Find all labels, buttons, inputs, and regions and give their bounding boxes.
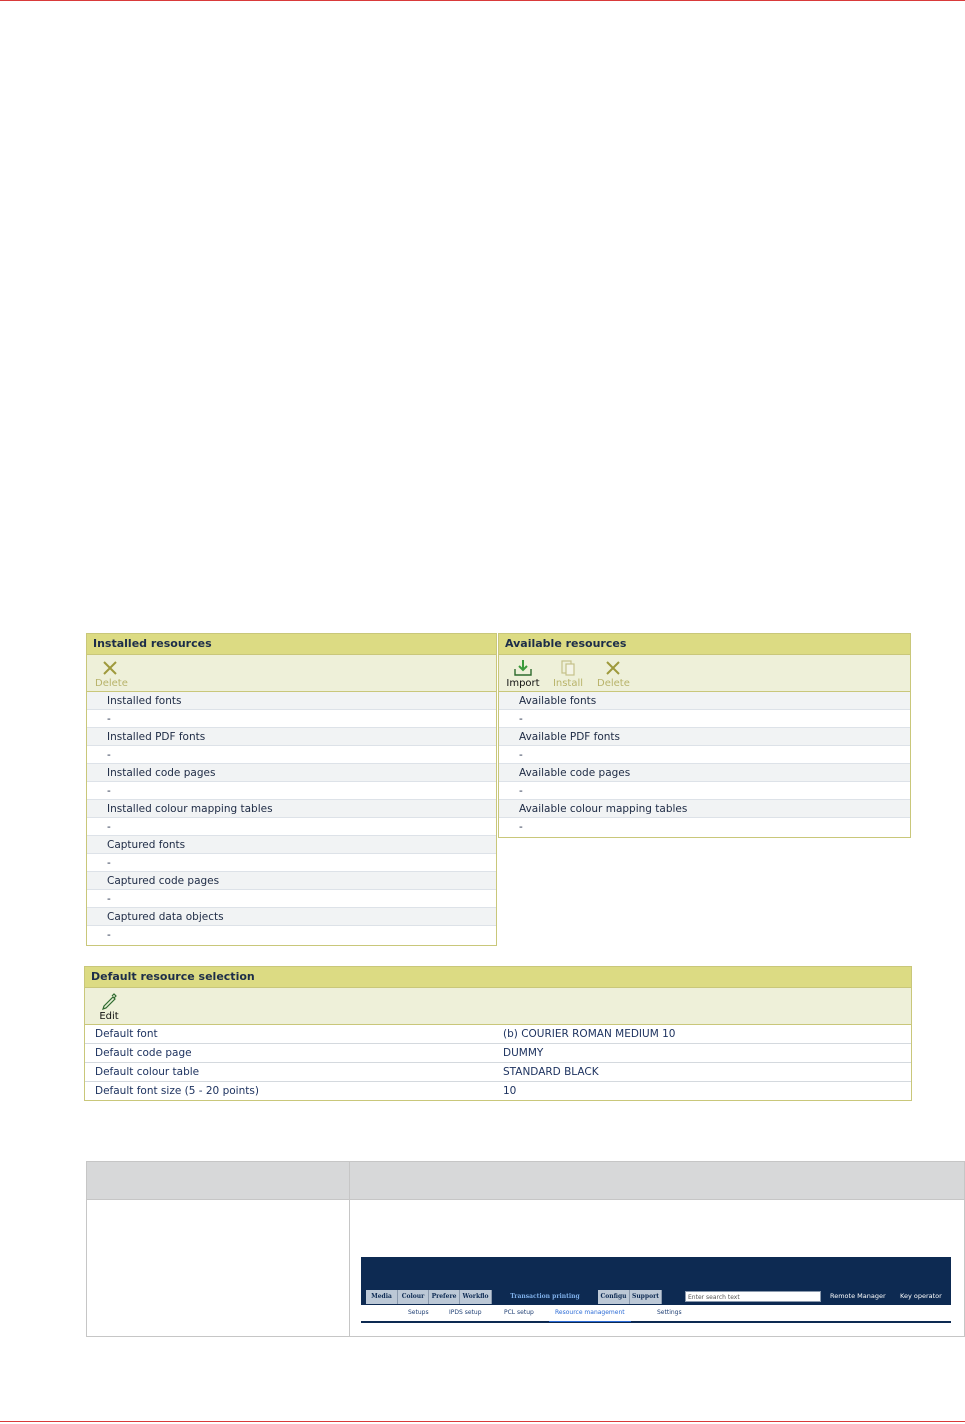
import-button[interactable] — [505, 659, 541, 689]
remote-manager-link[interactable]: Remote Manager — [830, 1292, 886, 1300]
list-item[interactable]: Installed code pages — [87, 764, 496, 782]
list-item[interactable]: - — [87, 890, 496, 908]
list-item[interactable]: Available PDF fonts — [499, 728, 910, 746]
installed-list — [87, 692, 496, 944]
list-item[interactable]: - — [499, 710, 910, 728]
top-rule — [0, 0, 965, 1]
table-row[interactable] — [85, 1082, 911, 1101]
tab-workflow[interactable]: Workflo — [460, 1290, 492, 1304]
delete-label: Delete — [95, 678, 128, 689]
install-icon — [559, 659, 577, 677]
default-colour-table-label: Default colour table — [95, 1066, 200, 1078]
default-resource-title: Default resource selection — [85, 967, 911, 988]
available-toolbar — [499, 655, 910, 692]
default-resource-panel — [84, 966, 912, 1101]
available-list — [499, 692, 910, 836]
bottom-rule — [0, 1421, 965, 1422]
list-item[interactable]: - — [87, 818, 496, 836]
installed-resources-panel — [86, 633, 497, 946]
key-operator-link[interactable]: Key operator — [900, 1292, 942, 1300]
table-row[interactable] — [85, 1063, 911, 1082]
delete-label: Delete — [597, 678, 630, 689]
list-item[interactable]: - — [87, 746, 496, 764]
subtab-ipds-setup[interactable]: IPDS setup — [449, 1309, 482, 1316]
list-item[interactable]: Captured fonts — [87, 836, 496, 854]
edit-pencil-icon — [100, 992, 118, 1010]
subtab-settings[interactable]: Settings — [657, 1309, 682, 1316]
list-item[interactable]: - — [499, 746, 910, 764]
tab-media[interactable]: Media — [366, 1290, 398, 1304]
list-item[interactable]: Available fonts — [499, 692, 910, 710]
edit-button[interactable] — [95, 992, 123, 1022]
subtab-resource-management[interactable]: Resource management — [549, 1308, 631, 1322]
list-item[interactable]: Captured code pages — [87, 872, 496, 890]
delete-x-icon — [101, 659, 119, 677]
available-resources-title: Available resources — [499, 634, 910, 655]
list-item[interactable]: Installed colour mapping tables — [87, 800, 496, 818]
default-font-value: (b) COURIER ROMAN MEDIUM 10 — [503, 1028, 676, 1040]
default-font-size-value: 10 — [503, 1085, 517, 1097]
list-item[interactable]: Installed PDF fonts — [87, 728, 496, 746]
list-item[interactable]: Available colour mapping tables — [499, 800, 910, 818]
installed-delete-button[interactable] — [95, 659, 128, 689]
available-resources-panel — [498, 633, 911, 838]
list-item[interactable]: Available code pages — [499, 764, 910, 782]
delete-x-icon — [604, 659, 622, 677]
subtab-setups[interactable]: Setups — [408, 1309, 429, 1316]
default-font-label: Default font — [95, 1028, 158, 1040]
default-code-page-label: Default code page — [95, 1047, 192, 1059]
list-item[interactable]: - — [499, 782, 910, 800]
default-font-size-label: Default font size (5 - 20 points) — [95, 1085, 259, 1097]
list-item[interactable]: - — [87, 782, 496, 800]
default-colour-table-value: STANDARD BLACK — [503, 1066, 599, 1078]
import-icon — [513, 659, 533, 677]
list-item[interactable]: - — [87, 854, 496, 872]
edit-label: Edit — [99, 1011, 119, 1022]
install-button[interactable] — [551, 659, 585, 689]
default-code-page-value: DUMMY — [503, 1047, 544, 1059]
tab-transaction-printing[interactable]: Transaction printing — [492, 1290, 598, 1304]
available-delete-button[interactable] — [597, 659, 629, 689]
navigation-screenshot — [361, 1257, 951, 1323]
tab-support[interactable]: Support — [630, 1290, 662, 1304]
import-label: Import — [506, 678, 540, 689]
table-row[interactable] — [85, 1025, 911, 1044]
list-item[interactable]: - — [87, 710, 496, 728]
installed-resources-title: Installed resources — [87, 634, 496, 655]
tab-configuration[interactable]: Configu — [598, 1290, 630, 1304]
sub-navigation — [361, 1305, 951, 1321]
installed-toolbar — [87, 655, 496, 692]
default-toolbar — [85, 988, 911, 1025]
list-item[interactable]: - — [87, 926, 496, 944]
list-item[interactable]: Installed fonts — [87, 692, 496, 710]
table-header — [87, 1162, 964, 1200]
install-label: Install — [552, 678, 584, 689]
list-item[interactable]: Captured data objects — [87, 908, 496, 926]
subtab-pcl-setup[interactable]: PCL setup — [504, 1309, 534, 1316]
tab-colour[interactable]: Colour — [398, 1290, 429, 1304]
search-input[interactable]: Enter search text — [685, 1291, 821, 1302]
tab-preferences[interactable]: Prefere — [429, 1290, 460, 1304]
table-row[interactable] — [85, 1044, 911, 1063]
list-item[interactable]: - — [499, 818, 910, 836]
table-divider — [349, 1162, 350, 1336]
